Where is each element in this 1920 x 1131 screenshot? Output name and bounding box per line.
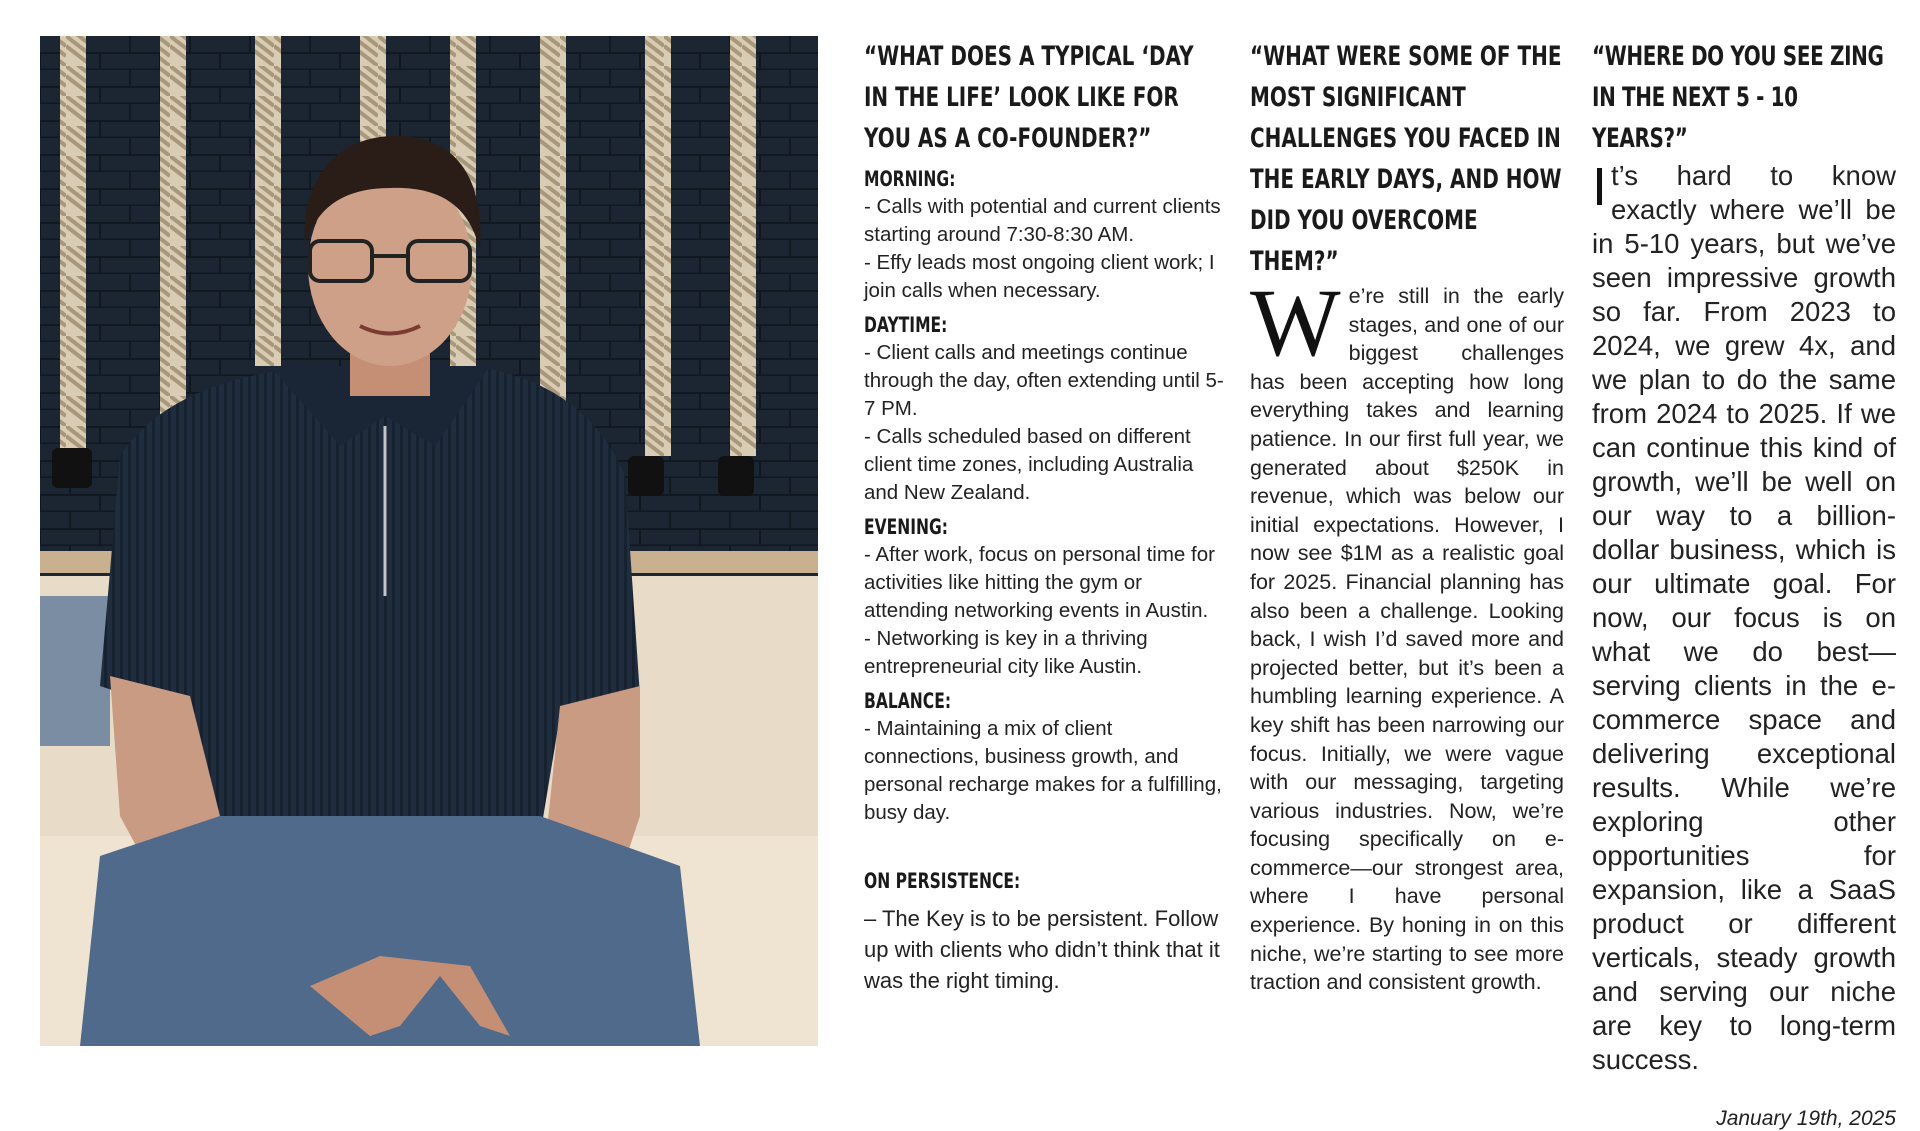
headline-future: “WHERE DO YOU SEE ZING IN THE NEXT 5 - 10 YEARS?”: [1592, 41, 1884, 154]
future-body: [1592, 159, 1896, 1077]
dropcap: I: [1592, 157, 1608, 217]
persistence-text: – The Key is to be persistent. Follow up with clients who didn’t think that it was the right timing.: [864, 906, 1220, 993]
column-day-in-life: [864, 36, 1224, 996]
headline-challenges: “WHAT WERE SOME OF THE MOST SIGNIFICANT CHALLENGES YOU FACED IN THE EARLY DAYS, AND HOW DID YOU OVERCOME THEM?”: [1250, 41, 1562, 277]
bullet-item: - Calls scheduled based on different client time zones, including Australia and New Zealand.: [864, 425, 1194, 504]
bullet-item: - Calls with potential and current clients starting around 7:30-8:30 AM.: [864, 195, 1221, 246]
column-future: [1592, 36, 1896, 1131]
section-persistence: [864, 867, 1224, 996]
bullet-item: - Effy leads most ongoing client work; I join calls when necessary.: [864, 251, 1215, 302]
headline-day-in-life: “WHAT DOES A TYPICAL ‘DAY IN THE LIFE’ LOOK LIKE FOR YOU AS A CO-FOUNDER?”: [864, 41, 1194, 154]
future-text: t’s hard to know exactly where we’ll be in 5-10 years, but we’ve seen impressive growth so far. From 2023 to 2024, we grew 4x, and we plan to do the same from 2024 to 2025. If we can continue this kind of growth, we’ll be well on our way to a billion-dollar business, which is our ultimate goal. For now, our focus is on what we do best—serving clients in the e-commerce space and delivering exceptional results. While we’re exploring other opportunities for expansion, like a SaaS product or different verticals, steady growth and serving our niche are key to long-term success.: [1592, 160, 1896, 1075]
publish-date: January 19th, 2025: [1716, 1107, 1896, 1130]
pillow: [40, 596, 110, 746]
portrait-illustration: [40, 36, 818, 1046]
section-evening: [864, 513, 1224, 681]
section-title: BALANCE:: [864, 689, 952, 713]
persistence-title: ON PERSISTENCE:: [864, 869, 1021, 893]
challenges-text: e’re still in the early stages, and one of our biggest challenges has been accepting how long everything takes and learning patience. In our first full year, we generated about $250K in revenue, which was below our initial expectations. However, I now see $1M as a realistic goal for 2025. Financial planning has also been a challenge. Looking back, I wish I’d saved more and projected better, but it’s been a humbling learning experience. A key shift has been narrowing our focus. Initially, we were vague with our messaging, targeting various industries. Now, we’re focusing specifically on e-commerce—our strongest area, where I have personal experience. By honing in on this niche, we’re starting to see more traction and consistent growth.: [1250, 284, 1564, 995]
bullet-item: - Client calls and meetings continue through the day, often extending until 5-7 PM.: [864, 341, 1224, 420]
section-title: DAYTIME:: [864, 313, 948, 337]
portrait-photo: [40, 36, 818, 1046]
section-morning: [864, 165, 1224, 305]
section-title: MORNING:: [864, 167, 956, 191]
bullet-item: - Maintaining a mix of client connections, business growth, and personal recharge makes for a fulfilling, busy day.: [864, 717, 1222, 824]
section-balance: [864, 687, 1224, 827]
bullet-item: - Networking is key in a thriving entrepreneurial city like Austin.: [864, 627, 1148, 678]
section-title: EVENING:: [864, 515, 949, 539]
challenges-body: [1250, 269, 1564, 997]
section-daytime: [864, 311, 1224, 507]
bullet-item: - After work, focus on personal time for activities like hitting the gym or attending networking events in Austin.: [864, 543, 1215, 622]
column-challenges: [1250, 36, 1564, 997]
dropcap: W: [1250, 269, 1341, 376]
